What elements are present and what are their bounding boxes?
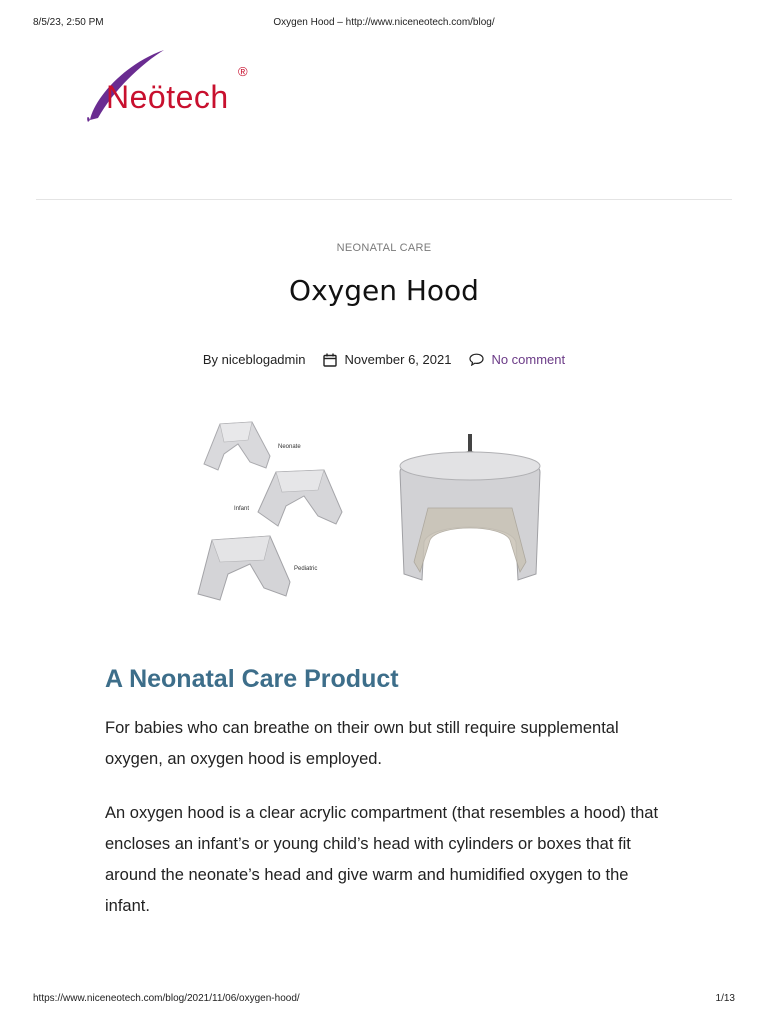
section-heading: A Neonatal Care Product bbox=[105, 665, 399, 693]
infant-label: Infant bbox=[234, 506, 250, 512]
calendar-icon bbox=[323, 353, 337, 367]
dome-hood-photo bbox=[400, 434, 540, 580]
neonate-hood-illustration bbox=[204, 422, 270, 470]
pediatric-hood-illustration bbox=[198, 536, 290, 600]
print-url: https://www.niceneotech.com/blog/2021/11/06/oxygen-hood/ bbox=[33, 993, 300, 1004]
header-divider bbox=[36, 199, 732, 200]
post-date bbox=[323, 352, 451, 367]
oxygen-hood-image bbox=[190, 412, 560, 612]
print-datetime: 8/5/23, 2:50 PM bbox=[33, 17, 104, 28]
comments-link[interactable] bbox=[469, 352, 565, 367]
registered-mark: ® bbox=[238, 64, 248, 79]
print-header bbox=[0, 17, 768, 31]
print-page-number: 1/13 bbox=[715, 993, 735, 1004]
print-page-title: Oxygen Hood – http://www.niceneotech.com/blog/ bbox=[273, 17, 495, 28]
pediatric-label: Pediatric bbox=[294, 566, 318, 572]
paragraph-intro: For babies who can breathe on their own but still require supplemental oxygen, an oxygen hood is employed. bbox=[105, 719, 619, 768]
paragraph-description: An oxygen hood is a clear acrylic compartment (that resembles a hood) that encloses an infant’s or young child’s head with cylinders or boxes that fit around the neonate’s head and give warm and humidified oxygen to the infant. bbox=[105, 804, 659, 915]
post-author[interactable]: By niceblogadmin bbox=[202, 352, 306, 367]
print-footer bbox=[0, 993, 768, 1007]
neonate-label: Neonate bbox=[278, 444, 301, 450]
post-date-text: November 6, 2021 bbox=[344, 352, 452, 367]
site-logo[interactable] bbox=[84, 44, 260, 126]
page-title: Oxygen Hood bbox=[289, 274, 479, 307]
comment-icon bbox=[469, 353, 484, 366]
post-meta bbox=[0, 352, 768, 367]
infant-hood-illustration bbox=[258, 470, 342, 526]
comments-link-text: No comment bbox=[491, 352, 566, 367]
logo-text: Neötech bbox=[106, 79, 229, 115]
category-link[interactable]: NEONATAL CARE bbox=[336, 242, 432, 254]
